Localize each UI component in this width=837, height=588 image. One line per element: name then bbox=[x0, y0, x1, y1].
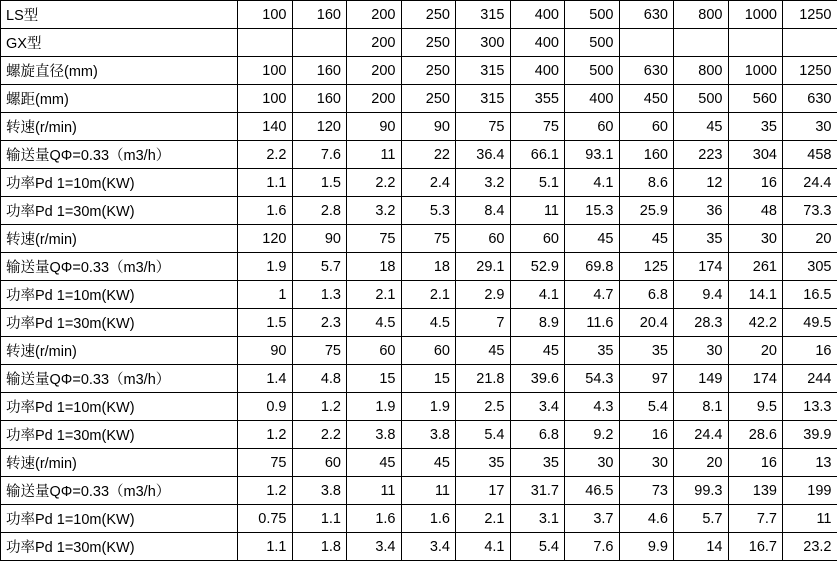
table-cell: 28.6 bbox=[728, 421, 783, 449]
table-cell: 1.9 bbox=[347, 393, 402, 421]
table-cell: 35 bbox=[510, 449, 565, 477]
table-cell: 11 bbox=[347, 141, 402, 169]
table-cell: 15 bbox=[401, 365, 456, 393]
table-row bbox=[1, 421, 837, 449]
table-cell: 800 bbox=[674, 1, 729, 29]
table-cell: 90 bbox=[292, 225, 347, 253]
table-cell: 1.2 bbox=[238, 421, 293, 449]
table-cell: 60 bbox=[456, 225, 511, 253]
table-cell: 60 bbox=[619, 113, 674, 141]
table-cell: 4.1 bbox=[565, 169, 620, 197]
table-cell: 1000 bbox=[728, 1, 783, 29]
table-cell: 160 bbox=[292, 85, 347, 113]
table-cell: 560 bbox=[728, 85, 783, 113]
table-cell: 8.1 bbox=[674, 393, 729, 421]
table-cell: 261 bbox=[728, 253, 783, 281]
table-cell: 31.7 bbox=[510, 477, 565, 505]
table-cell: 8.6 bbox=[619, 169, 674, 197]
table-cell: 35 bbox=[619, 337, 674, 365]
table-cell: 35 bbox=[674, 225, 729, 253]
table-cell: 315 bbox=[456, 1, 511, 29]
table-cell: 20 bbox=[674, 449, 729, 477]
table-cell: 17 bbox=[456, 477, 511, 505]
table-cell: 45 bbox=[674, 113, 729, 141]
table-cell: 30 bbox=[565, 449, 620, 477]
table-cell: 60 bbox=[347, 337, 402, 365]
table-row bbox=[1, 505, 837, 533]
table-cell: 69.8 bbox=[565, 253, 620, 281]
table-row bbox=[1, 309, 837, 337]
table-cell: 15 bbox=[347, 365, 402, 393]
table-cell: 9.2 bbox=[565, 421, 620, 449]
table-cell: 1.2 bbox=[292, 393, 347, 421]
table-cell: 5.3 bbox=[401, 197, 456, 225]
table-cell: 120 bbox=[292, 113, 347, 141]
table-cell: 75 bbox=[238, 449, 293, 477]
table-cell: 100 bbox=[238, 85, 293, 113]
table-cell: 500 bbox=[565, 1, 620, 29]
table-cell: 5.4 bbox=[619, 393, 674, 421]
table-cell: 36 bbox=[674, 197, 729, 225]
table-cell: 4.1 bbox=[456, 533, 511, 561]
table-cell: 174 bbox=[674, 253, 729, 281]
table-cell: 400 bbox=[510, 1, 565, 29]
table-cell: 160 bbox=[292, 1, 347, 29]
table-cell: 2.5 bbox=[456, 393, 511, 421]
table-cell: 75 bbox=[347, 225, 402, 253]
table-cell: 35 bbox=[728, 113, 783, 141]
table-cell: 2.1 bbox=[347, 281, 402, 309]
table-cell: 244 bbox=[783, 365, 837, 393]
table-row bbox=[1, 449, 837, 477]
table-cell: 20 bbox=[783, 225, 837, 253]
table-cell: 1.2 bbox=[238, 477, 293, 505]
table-cell: 5.1 bbox=[510, 169, 565, 197]
table-cell: 90 bbox=[401, 113, 456, 141]
table-cell: 200 bbox=[347, 57, 402, 85]
row-label: 功率Pd 1=10m(KW) bbox=[1, 505, 238, 533]
table-cell: 22 bbox=[401, 141, 456, 169]
table-cell: 1250 bbox=[783, 1, 837, 29]
table-cell: 3.8 bbox=[347, 421, 402, 449]
table-cell: 250 bbox=[401, 85, 456, 113]
table-cell: 2.2 bbox=[347, 169, 402, 197]
table-cell: 2.4 bbox=[401, 169, 456, 197]
table-cell: 16 bbox=[783, 337, 837, 365]
table-cell bbox=[619, 29, 674, 57]
table-cell: 16 bbox=[728, 169, 783, 197]
table-cell: 12 bbox=[674, 169, 729, 197]
table-cell: 160 bbox=[619, 141, 674, 169]
table-cell: 14 bbox=[674, 533, 729, 561]
table-cell: 30 bbox=[674, 337, 729, 365]
table-cell: 14.1 bbox=[728, 281, 783, 309]
table-cell: 11 bbox=[510, 197, 565, 225]
table-cell: 3.4 bbox=[401, 533, 456, 561]
table-cell: 5.4 bbox=[456, 421, 511, 449]
table-cell: 1.1 bbox=[238, 533, 293, 561]
table-cell: 75 bbox=[401, 225, 456, 253]
table-cell: 250 bbox=[401, 29, 456, 57]
table-cell: 24.4 bbox=[674, 421, 729, 449]
table-cell: 630 bbox=[619, 1, 674, 29]
table-cell: 5.7 bbox=[292, 253, 347, 281]
table-cell: 54.3 bbox=[565, 365, 620, 393]
table-cell bbox=[292, 29, 347, 57]
table-cell: 16 bbox=[619, 421, 674, 449]
table-cell: 16.5 bbox=[783, 281, 837, 309]
table-row bbox=[1, 1, 837, 29]
table-row bbox=[1, 225, 837, 253]
table-row bbox=[1, 393, 837, 421]
table-cell: 4.8 bbox=[292, 365, 347, 393]
table-cell: 73 bbox=[619, 477, 674, 505]
table-cell: 200 bbox=[347, 1, 402, 29]
table-cell: 42.2 bbox=[728, 309, 783, 337]
table-cell: 1.1 bbox=[292, 505, 347, 533]
table-cell: 400 bbox=[565, 85, 620, 113]
table-cell: 355 bbox=[510, 85, 565, 113]
table-cell: 16 bbox=[728, 449, 783, 477]
table-cell: 30 bbox=[619, 449, 674, 477]
table-cell: 4.5 bbox=[401, 309, 456, 337]
table-cell: 60 bbox=[292, 449, 347, 477]
table-cell: 35 bbox=[565, 337, 620, 365]
table-cell: 90 bbox=[347, 113, 402, 141]
table-cell: 500 bbox=[565, 29, 620, 57]
row-label: GX型 bbox=[1, 29, 238, 57]
table-cell: 315 bbox=[456, 57, 511, 85]
table-cell: 23.2 bbox=[783, 533, 837, 561]
table-cell: 800 bbox=[674, 57, 729, 85]
table-cell: 15.3 bbox=[565, 197, 620, 225]
table-cell: 35 bbox=[456, 449, 511, 477]
row-label: 转速(r/min) bbox=[1, 225, 238, 253]
table-cell: 450 bbox=[619, 85, 674, 113]
table-cell: 45 bbox=[456, 337, 511, 365]
table-cell: 100 bbox=[238, 57, 293, 85]
table-row bbox=[1, 57, 837, 85]
table-cell: 39.9 bbox=[783, 421, 837, 449]
table-cell: 2.2 bbox=[238, 141, 293, 169]
table-cell: 8.4 bbox=[456, 197, 511, 225]
table-cell: 7 bbox=[456, 309, 511, 337]
table-cell: 48 bbox=[728, 197, 783, 225]
table-cell: 16.7 bbox=[728, 533, 783, 561]
table-cell: 200 bbox=[347, 29, 402, 57]
row-label: 功率Pd 1=30m(KW) bbox=[1, 197, 238, 225]
row-label: 功率Pd 1=10m(KW) bbox=[1, 281, 238, 309]
table-cell: 500 bbox=[674, 85, 729, 113]
table-cell: 1 bbox=[238, 281, 293, 309]
row-label: 功率Pd 1=30m(KW) bbox=[1, 533, 238, 561]
table-cell: 30 bbox=[783, 113, 837, 141]
table-cell: 1.9 bbox=[238, 253, 293, 281]
table-cell: 223 bbox=[674, 141, 729, 169]
table-cell: 4.7 bbox=[565, 281, 620, 309]
table-cell: 3.4 bbox=[347, 533, 402, 561]
table-row bbox=[1, 477, 837, 505]
table-cell: 11.6 bbox=[565, 309, 620, 337]
table-cell: 28.3 bbox=[674, 309, 729, 337]
table-cell: 11 bbox=[783, 505, 837, 533]
table-cell: 3.4 bbox=[510, 393, 565, 421]
table-cell: 20.4 bbox=[619, 309, 674, 337]
table-cell: 3.2 bbox=[456, 169, 511, 197]
table-cell: 18 bbox=[401, 253, 456, 281]
table-cell: 9.9 bbox=[619, 533, 674, 561]
table-cell: 25.9 bbox=[619, 197, 674, 225]
table-cell: 3.7 bbox=[565, 505, 620, 533]
table-cell: 120 bbox=[238, 225, 293, 253]
table-cell: 36.4 bbox=[456, 141, 511, 169]
row-label: 输送量QΦ=0.33（m3/h） bbox=[1, 141, 238, 169]
table-cell: 139 bbox=[728, 477, 783, 505]
table-cell: 30 bbox=[728, 225, 783, 253]
table-cell: 29.1 bbox=[456, 253, 511, 281]
table-cell: 160 bbox=[292, 57, 347, 85]
table-cell: 45 bbox=[510, 337, 565, 365]
table-cell: 90 bbox=[238, 337, 293, 365]
table-cell: 45 bbox=[565, 225, 620, 253]
table-cell: 5.7 bbox=[674, 505, 729, 533]
table-cell: 13.3 bbox=[783, 393, 837, 421]
table-cell: 97 bbox=[619, 365, 674, 393]
table-cell: 46.5 bbox=[565, 477, 620, 505]
table-cell: 4.1 bbox=[510, 281, 565, 309]
table-cell: 0.9 bbox=[238, 393, 293, 421]
table-cell: 75 bbox=[510, 113, 565, 141]
table-cell: 3.2 bbox=[347, 197, 402, 225]
table-cell: 304 bbox=[728, 141, 783, 169]
table-cell: 20 bbox=[728, 337, 783, 365]
table-cell: 11 bbox=[347, 477, 402, 505]
row-label: 转速(r/min) bbox=[1, 337, 238, 365]
table-cell: 5.4 bbox=[510, 533, 565, 561]
table-row bbox=[1, 337, 837, 365]
table-cell: 4.6 bbox=[619, 505, 674, 533]
table-cell: 1.9 bbox=[401, 393, 456, 421]
table-cell: 315 bbox=[456, 85, 511, 113]
table-cell: 52.9 bbox=[510, 253, 565, 281]
table-row bbox=[1, 365, 837, 393]
table-cell: 75 bbox=[456, 113, 511, 141]
table-cell: 24.4 bbox=[783, 169, 837, 197]
table-row bbox=[1, 253, 837, 281]
table-cell: 250 bbox=[401, 57, 456, 85]
table-cell: 60 bbox=[565, 113, 620, 141]
table-cell: 75 bbox=[292, 337, 347, 365]
table-cell: 1000 bbox=[728, 57, 783, 85]
table-cell: 99.3 bbox=[674, 477, 729, 505]
table-cell: 100 bbox=[238, 1, 293, 29]
table-row bbox=[1, 113, 837, 141]
row-label: 输送量QΦ=0.33（m3/h） bbox=[1, 477, 238, 505]
table-cell: 21.8 bbox=[456, 365, 511, 393]
table-cell: 1.4 bbox=[238, 365, 293, 393]
row-label: 螺距(mm) bbox=[1, 85, 238, 113]
table-cell: 400 bbox=[510, 57, 565, 85]
table-cell: 1.1 bbox=[238, 169, 293, 197]
table-cell: 6.8 bbox=[619, 281, 674, 309]
table-row bbox=[1, 141, 837, 169]
table-cell: 305 bbox=[783, 253, 837, 281]
table-cell: 49.5 bbox=[783, 309, 837, 337]
table-cell: 250 bbox=[401, 1, 456, 29]
table-cell bbox=[728, 29, 783, 57]
table-row bbox=[1, 197, 837, 225]
table-cell: 630 bbox=[783, 85, 837, 113]
table-cell: 1250 bbox=[783, 57, 837, 85]
table-cell: 45 bbox=[401, 449, 456, 477]
table-row bbox=[1, 169, 837, 197]
table-cell: 6.8 bbox=[510, 421, 565, 449]
table-cell: 3.8 bbox=[292, 477, 347, 505]
table-cell: 1.5 bbox=[238, 309, 293, 337]
table-cell: 300 bbox=[456, 29, 511, 57]
table-cell bbox=[783, 29, 837, 57]
table-cell: 18 bbox=[347, 253, 402, 281]
table-cell: 500 bbox=[565, 57, 620, 85]
table-cell: 140 bbox=[238, 113, 293, 141]
table-cell: 7.7 bbox=[728, 505, 783, 533]
table-cell: 93.1 bbox=[565, 141, 620, 169]
row-label: 功率Pd 1=10m(KW) bbox=[1, 393, 238, 421]
table-cell: 199 bbox=[783, 477, 837, 505]
row-label: 输送量QΦ=0.33（m3/h） bbox=[1, 365, 238, 393]
table-cell: 66.1 bbox=[510, 141, 565, 169]
table-cell: 400 bbox=[510, 29, 565, 57]
table-cell: 7.6 bbox=[292, 141, 347, 169]
table-cell: 1.5 bbox=[292, 169, 347, 197]
table-cell: 174 bbox=[728, 365, 783, 393]
table-cell: 125 bbox=[619, 253, 674, 281]
row-label: 转速(r/min) bbox=[1, 449, 238, 477]
table-cell: 2.1 bbox=[401, 281, 456, 309]
table-cell: 1.6 bbox=[347, 505, 402, 533]
table-row bbox=[1, 85, 837, 113]
table-cell: 3.8 bbox=[401, 421, 456, 449]
table-cell: 1.6 bbox=[238, 197, 293, 225]
table-cell: 1.8 bbox=[292, 533, 347, 561]
row-label: LS型 bbox=[1, 1, 238, 29]
table-cell: 9.4 bbox=[674, 281, 729, 309]
table-cell: 2.3 bbox=[292, 309, 347, 337]
table-cell: 200 bbox=[347, 85, 402, 113]
table-cell: 1.6 bbox=[401, 505, 456, 533]
table-cell: 4.3 bbox=[565, 393, 620, 421]
table-cell: 13 bbox=[783, 449, 837, 477]
table-cell: 3.1 bbox=[510, 505, 565, 533]
table-cell: 73.3 bbox=[783, 197, 837, 225]
table-cell: 39.6 bbox=[510, 365, 565, 393]
row-label: 转速(r/min) bbox=[1, 113, 238, 141]
table-cell: 1.3 bbox=[292, 281, 347, 309]
table-cell bbox=[674, 29, 729, 57]
row-label: 输送量QΦ=0.33（m3/h） bbox=[1, 253, 238, 281]
row-label: 螺旋直径(mm) bbox=[1, 57, 238, 85]
table-cell: 7.6 bbox=[565, 533, 620, 561]
table-cell: 45 bbox=[347, 449, 402, 477]
table-row bbox=[1, 533, 837, 561]
table-cell: 0.75 bbox=[238, 505, 293, 533]
table-cell: 2.9 bbox=[456, 281, 511, 309]
table-row bbox=[1, 281, 837, 309]
table-cell: 60 bbox=[401, 337, 456, 365]
table-cell: 8.9 bbox=[510, 309, 565, 337]
table-cell: 9.5 bbox=[728, 393, 783, 421]
table-cell: 149 bbox=[674, 365, 729, 393]
row-label: 功率Pd 1=10m(KW) bbox=[1, 169, 238, 197]
table-cell: 458 bbox=[783, 141, 837, 169]
table-cell: 4.5 bbox=[347, 309, 402, 337]
table-row bbox=[1, 29, 837, 57]
row-label: 功率Pd 1=30m(KW) bbox=[1, 309, 238, 337]
table-cell: 2.2 bbox=[292, 421, 347, 449]
table-cell: 2.8 bbox=[292, 197, 347, 225]
table-cell: 630 bbox=[619, 57, 674, 85]
table-cell: 45 bbox=[619, 225, 674, 253]
table-cell: 60 bbox=[510, 225, 565, 253]
table-cell: 2.1 bbox=[456, 505, 511, 533]
row-label: 功率Pd 1=30m(KW) bbox=[1, 421, 238, 449]
table-body bbox=[1, 1, 837, 561]
table-cell: 11 bbox=[401, 477, 456, 505]
table-cell bbox=[238, 29, 293, 57]
